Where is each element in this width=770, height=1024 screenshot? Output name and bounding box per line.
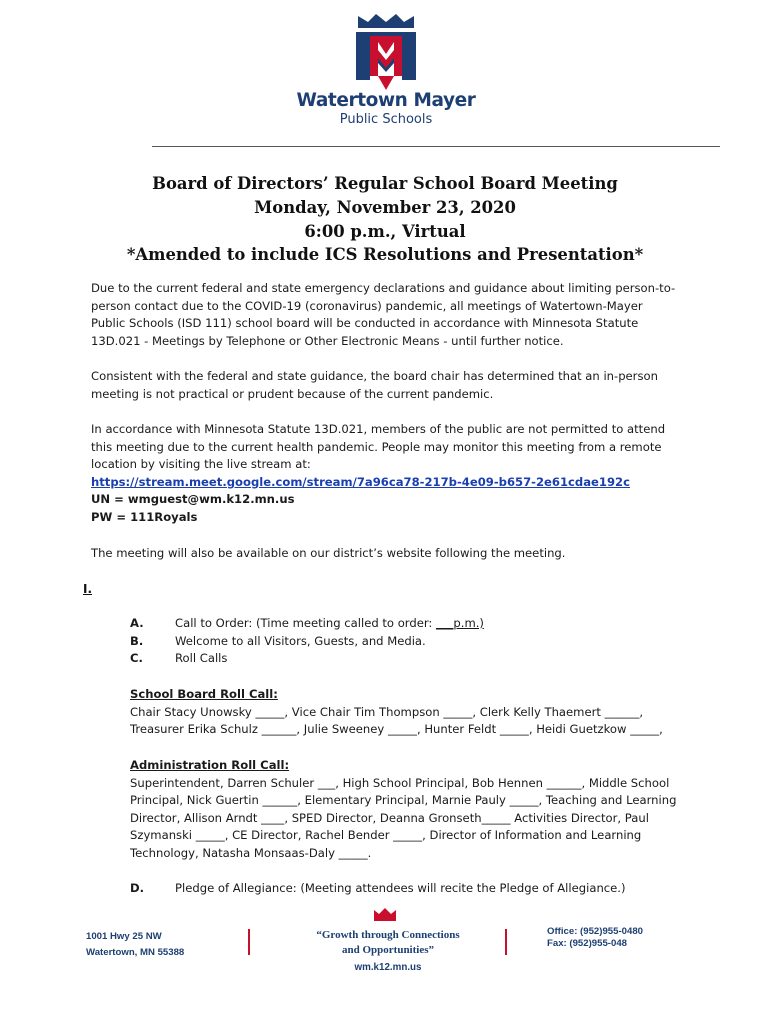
live-stream-paragraph <box>91 421 691 527</box>
text-line: The meeting will also be available on our district’s website following the meeting. <box>91 546 566 560</box>
text-line: Due to the current federal and state emergency declarations and guidance about limiting person-to- <box>91 281 676 295</box>
text-line: In accordance with Minnesota Statute 13D.021, members of the public are not permitted to attend <box>91 422 666 436</box>
title-line-1: Board of Directors’ Regular School Board Meeting <box>152 174 618 193</box>
logo-subtitle: Public Schools <box>339 112 433 127</box>
agenda-text: Pledge of Allegiance: (Meeting attendees will recite the Pledge of Allegiance.) <box>175 881 626 895</box>
administration-roll-call <box>130 757 690 863</box>
office-phone: Office: (952)955-0480 <box>547 926 643 937</box>
covid-notice-paragraph <box>91 280 691 350</box>
roll-line: Szymanski _____, CE Director, Rachel Bender _____, Director of Information and Learning <box>130 828 642 843</box>
agenda-text: Welcome to all Visitors, Guests, and Media. <box>175 633 426 648</box>
text-line: 13D.021 - Meetings by Telephone or Other Electronic Means - until further notice. <box>91 333 564 348</box>
stream-username: UN = wmguest@wm.k12.mn.us <box>91 492 295 507</box>
text-line: Consistent with the federal and state guidance, the board chair has determined that an in-person <box>91 369 658 383</box>
footer-address <box>86 929 184 961</box>
address-line-1: 1001 Hwy 25 NW <box>86 931 162 942</box>
agenda-text: Roll Calls <box>175 651 228 666</box>
roll-line: Superintendent, Darren Schuler ___, High School Principal, Bob Hennen ______, Middle School <box>130 775 670 790</box>
meeting-title <box>40 172 730 267</box>
header-divider <box>152 146 720 147</box>
section-number: I. <box>83 582 93 596</box>
footer-divider-left <box>248 929 250 955</box>
footer-crown-icon <box>373 907 397 922</box>
agenda-letter: C. <box>130 651 143 666</box>
roll-line: Principal, Nick Guertin ______, Elementary Principal, Marnie Pauly _____, Teaching and Learning <box>130 793 677 808</box>
motto-line-1: “Growth through Connections <box>316 929 460 941</box>
guidance-paragraph <box>91 368 691 403</box>
footer-contact <box>547 926 643 950</box>
title-line-2: Monday, November 23, 2020 <box>254 197 516 217</box>
agenda-letter: D. <box>130 881 145 895</box>
logo-name: Watertown Mayer <box>296 90 476 111</box>
motto-line-2: and Opportunities” <box>342 944 434 956</box>
fax-number: Fax: (952)955-048 <box>547 938 627 949</box>
footer-divider-right <box>505 929 507 955</box>
crown-m-shield-icon <box>352 14 420 92</box>
website-availability-paragraph <box>91 545 691 563</box>
school-board-roll-call <box>130 686 690 739</box>
agenda-letter: A. <box>130 616 144 630</box>
roll-line: Chair Stacy Unowsky _____, Vice Chair Tim Thompson _____, Clerk Kelly Thaemert ______, <box>130 704 644 719</box>
title-line-3: 6:00 p.m., Virtual <box>304 221 466 241</box>
roll-line: Treasurer Erika Schulz ______, Julie Sweeney _____, Hunter Feldt _____, Heidi Guetzkow _____, <box>130 722 663 737</box>
text-line: Public Schools (ISD 111) school board will be conducted in accordance with Minnesota Statute <box>91 316 639 331</box>
footer-website[interactable]: wm.k12.mn.us <box>354 962 422 973</box>
text-line: location by visiting the live stream at: <box>91 457 311 472</box>
time-blank: ___p.m.) <box>436 616 484 630</box>
live-stream-link[interactable]: https://stream.meet.google.com/stream/7a96ca78-217b-4e09-b657-2e61cdae192c <box>91 474 630 489</box>
title-line-4: *Amended to include ICS Resolutions and Presentation* <box>126 245 644 265</box>
text-line: meeting is not practical or prudent because of the current pandemic. <box>91 386 494 401</box>
agenda-text <box>175 615 484 633</box>
address-line-2: Watertown, MN 55388 <box>86 947 185 958</box>
text-line: person contact due to the COVID-19 (coronavirus) pandemic, all meetings of Watertown-Mayer <box>91 298 643 313</box>
agenda-letter: B. <box>130 633 144 648</box>
stream-password: PW = 111Royals <box>91 509 198 524</box>
agenda-label: Call to Order: (Time meeting called to order: <box>175 616 437 630</box>
section-heading: Administration Roll Call: <box>130 758 290 772</box>
text-line: this meeting due to the current health pandemic. People may monitor this meeting from a remote <box>91 439 662 454</box>
footer-motto <box>298 928 478 958</box>
section-heading: School Board Roll Call: <box>130 687 278 701</box>
roll-line: Technology, Natasha Monsaas-Daly _____. <box>130 845 372 860</box>
roll-line: Director, Allison Arndt ____, SPED Director, Deanna Gronseth_____ Activities Director, Paul <box>130 810 649 825</box>
